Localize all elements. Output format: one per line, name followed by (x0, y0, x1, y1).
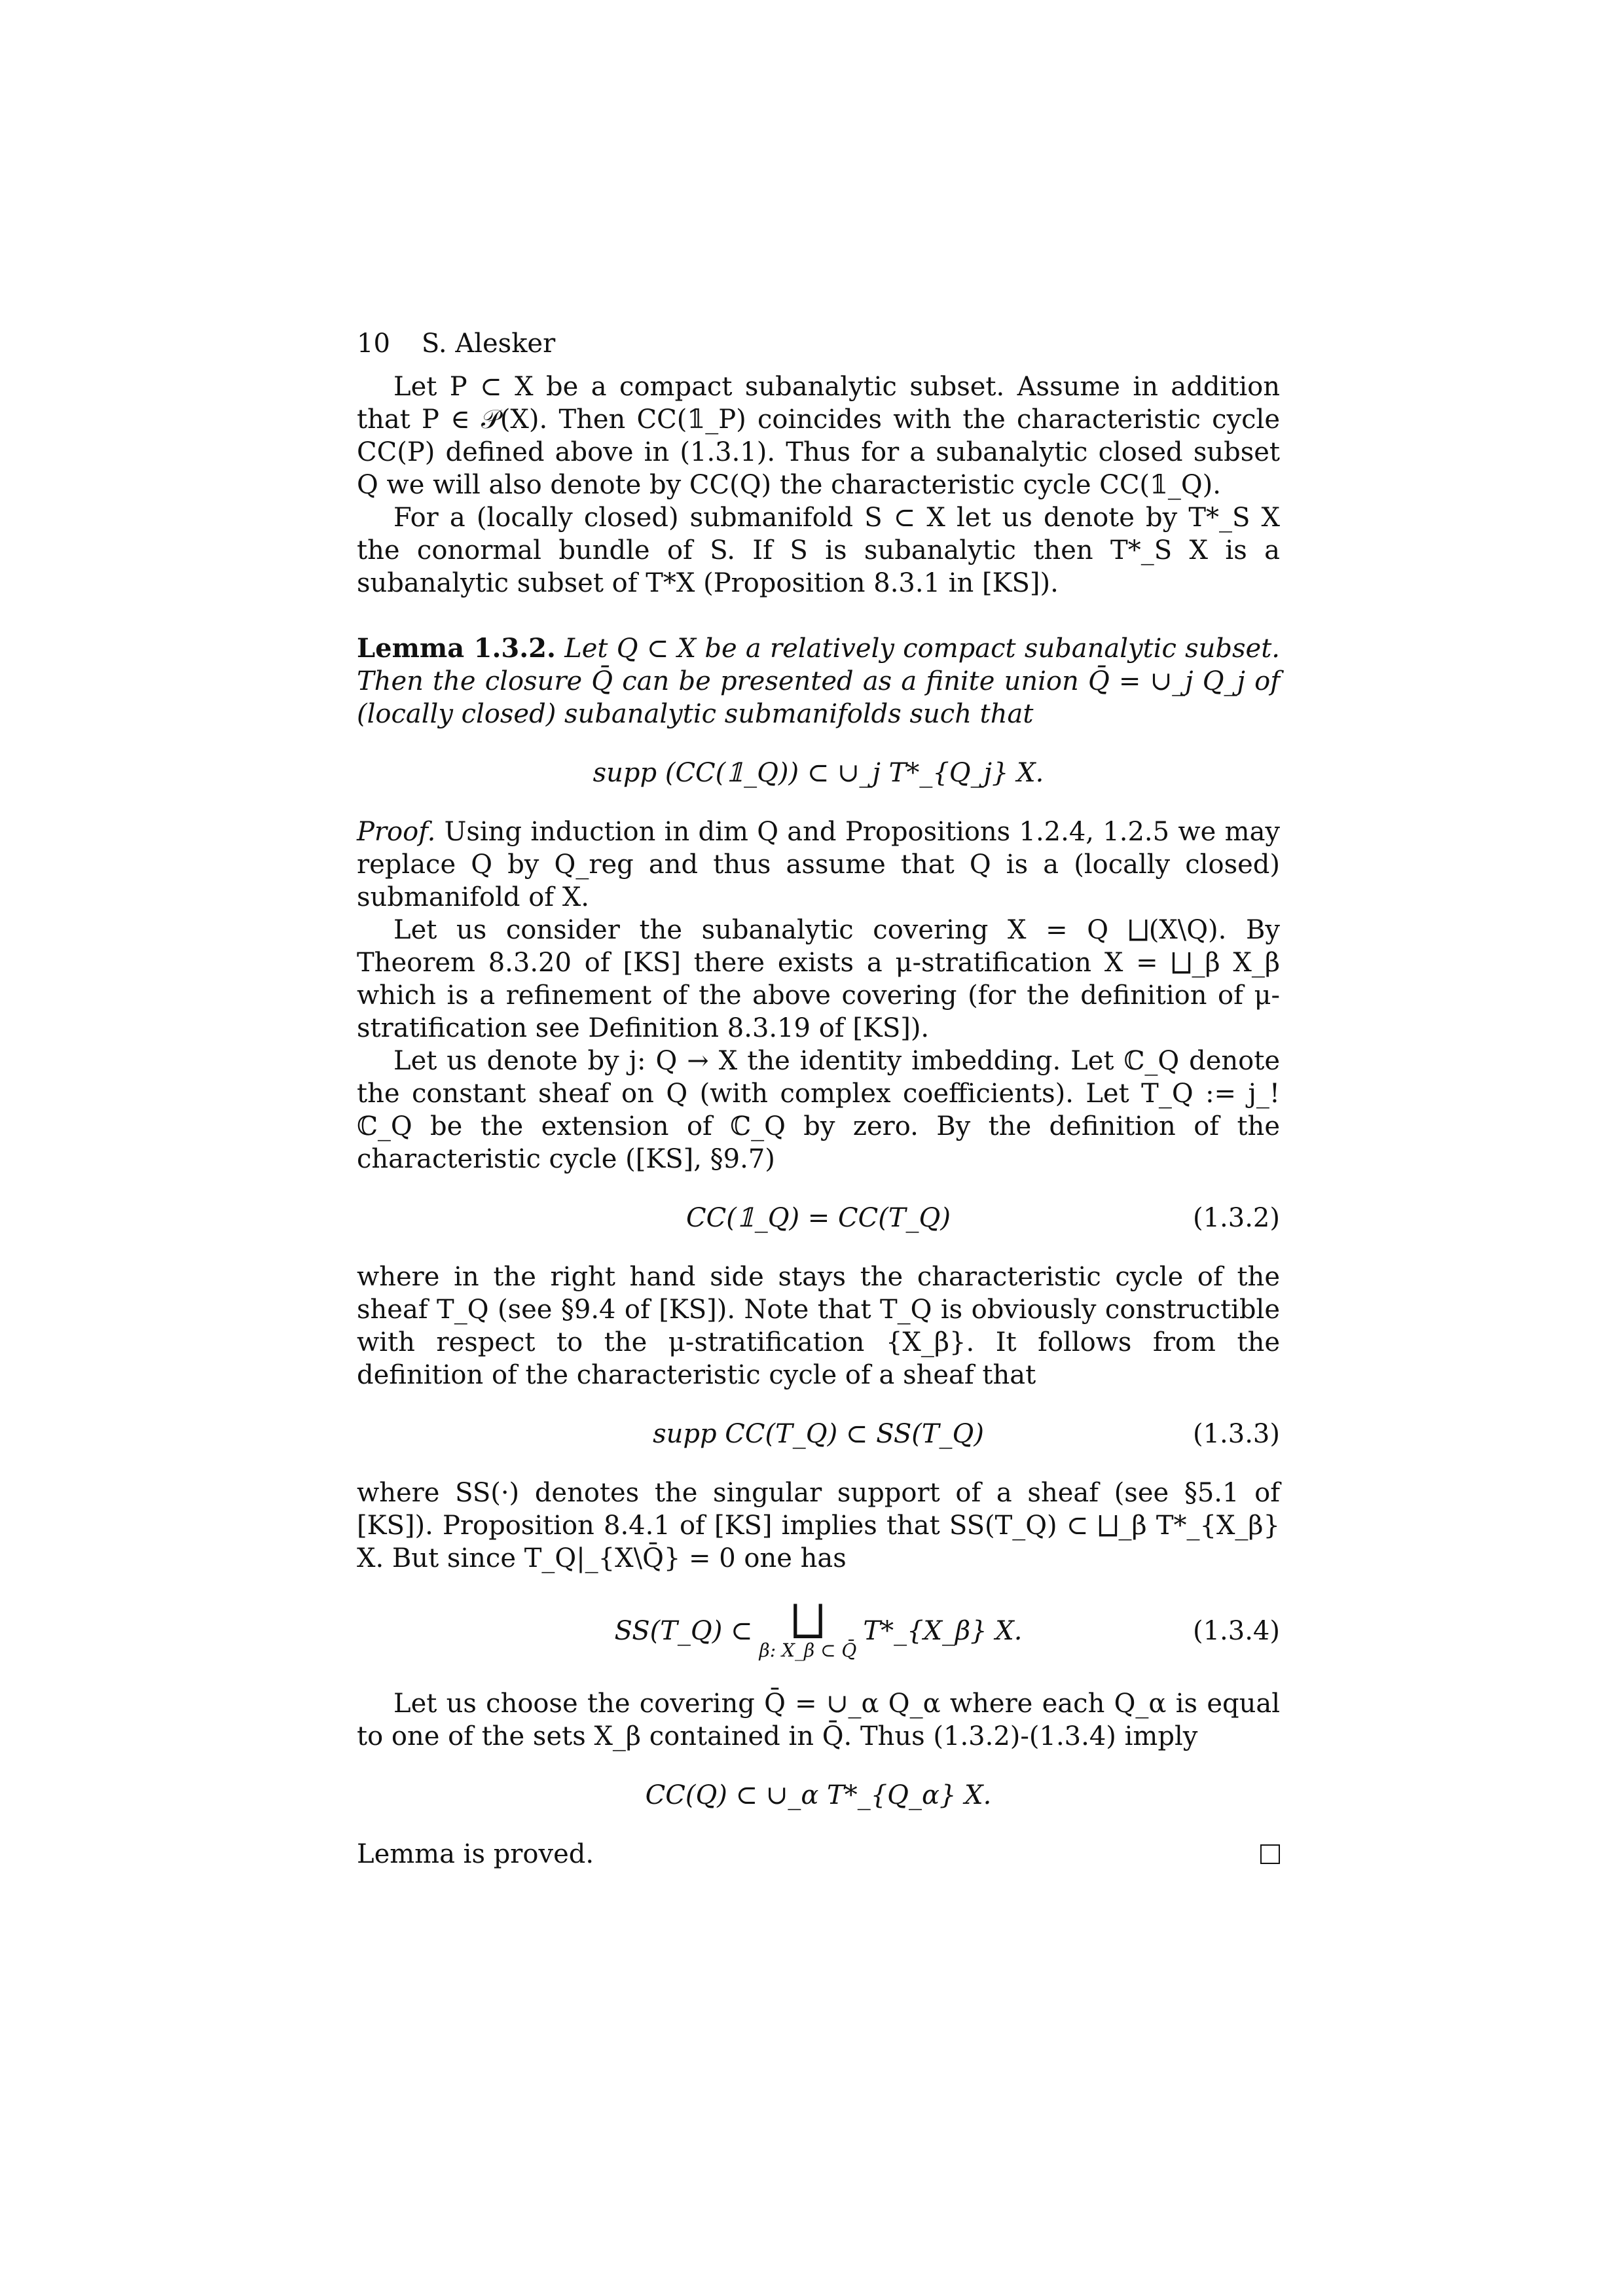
lemma-title: Lemma 1.3.2. (357, 633, 556, 664)
equation-number: (1.3.2) (1193, 1203, 1280, 1233)
equation-number: (1.3.4) (1193, 1616, 1280, 1646)
lemma-display-equation (357, 757, 1280, 789)
running-author: S. Alesker (421, 329, 556, 359)
paragraph-conormal: For a (locally closed) submanifold S ⊂ X let us denote by T*_S X the conormal bundle of S. If S is subanalytic then T*_S X is a subanalytic subset of T*X (Proposition 8.3.1 in [KS]). (357, 503, 1280, 598)
equation-formula: CC(𝟙_Q) = CC(T_Q) (686, 1203, 951, 1233)
proof-closing (357, 1838, 1280, 1871)
equation-1-3-3 (357, 1418, 1280, 1450)
equation-1-3-4 (357, 1596, 1280, 1661)
qed-square-icon (1260, 1844, 1280, 1864)
closing-text: Lemma is proved. (357, 1839, 594, 1869)
proof-text-1: Using induction in dim Q and Propositions 1.2.4, 1.2.5 we may replace Q by Q_reg and thus assume that Q is a (locally closed) submanifold of X. (357, 817, 1281, 912)
disjoint-union-operator (759, 1596, 857, 1661)
proof-paragraph-6: Let us choose the covering Q̄ = ∪_α Q_α where each Q_α is equal to one of the sets X_β contained in Q̄. Thus (1.3.2)-(1.3.4) imply (357, 1689, 1280, 1751)
equation-right: T*_{X_β} X. (863, 1616, 1023, 1646)
lemma-block (357, 632, 1280, 730)
proof-paragraph-1 (357, 816, 1280, 914)
lemma-display-formula: supp (CC(𝟙_Q)) ⊂ ∪_j T*_{Q_j} X. (593, 758, 1044, 788)
proof-label: Proof. (357, 817, 436, 847)
union-index: β: X_β ⊂ Q̄ (759, 1640, 857, 1661)
proof-paragraph-4: where in the right hand side stays the characteristic cycle of the sheaf T_Q (see §9.4 of [KS]). Note that T_Q is obviously constructible with respect to the μ-stratification {X_β}. It follows from the definition of the characteristic cycle of a sheaf that (357, 1262, 1280, 1390)
page-number: 10 (357, 329, 390, 359)
paragraph-intro: Let P ⊂ X be a compact subanalytic subset. Assume in addition that P ∈ 𝒫(X). Then CC(𝟙_P) coincides with the characteristic cycle CC(P) defined above in (1.3.1). Thus for a subanalytic closed subset Q we will also denote by CC(Q) the characteristic cycle CC(𝟙_Q). (357, 372, 1280, 500)
proof-paragraph-2: Let us consider the subanalytic covering X = Q ⨆(X\Q). By Theorem 8.3.20 of [KS] there exists a μ-stratification X = ⨆_β X_β which is a refinement of the above covering (for the definition of μ-stratification see Definition 8.3.19 of [KS]). (357, 915, 1280, 1043)
equation-formula: supp CC(T_Q) ⊂ SS(T_Q) (653, 1419, 984, 1449)
running-header (357, 327, 1280, 360)
page-body (357, 327, 1280, 1871)
final-display-equation (357, 1779, 1280, 1812)
lemma-statement: Let Q ⊂ X be a relatively compact subanalytic subset. Then the closure Q̄ can be presented as a finite union Q̄ = ∪_j Q_j of (locally closed) subanalytic submanifolds such that (357, 634, 1281, 729)
proof-paragraph-3: Let us denote by j: Q → X the identity imbedding. Let ℂ_Q denote the constant sheaf on Q (with complex coefficients). Let T_Q := j_!ℂ_Q be the extension of ℂ_Q by zero. By the definition of the characteristic cycle ([KS], §9.7) (357, 1046, 1280, 1174)
equation-number: (1.3.3) (1193, 1419, 1280, 1449)
equation-1-3-2 (357, 1202, 1280, 1234)
proof-paragraph-5: where SS(·) denotes the singular support of a sheaf (see §5.1 of [KS]). Proposition 8.4.1 of [KS] implies that SS(T_Q) ⊂ ⨆_β T*_{X_β} X. But since T_Q|_{X\Q̄} = 0 one has (357, 1478, 1280, 1573)
equation-formula: CC(Q) ⊂ ∪_α T*_{Q_α} X. (645, 1780, 992, 1810)
disjoint-union-symbol: ⨆ (791, 1596, 825, 1645)
equation-left: SS(T_Q) ⊂ (614, 1616, 753, 1646)
